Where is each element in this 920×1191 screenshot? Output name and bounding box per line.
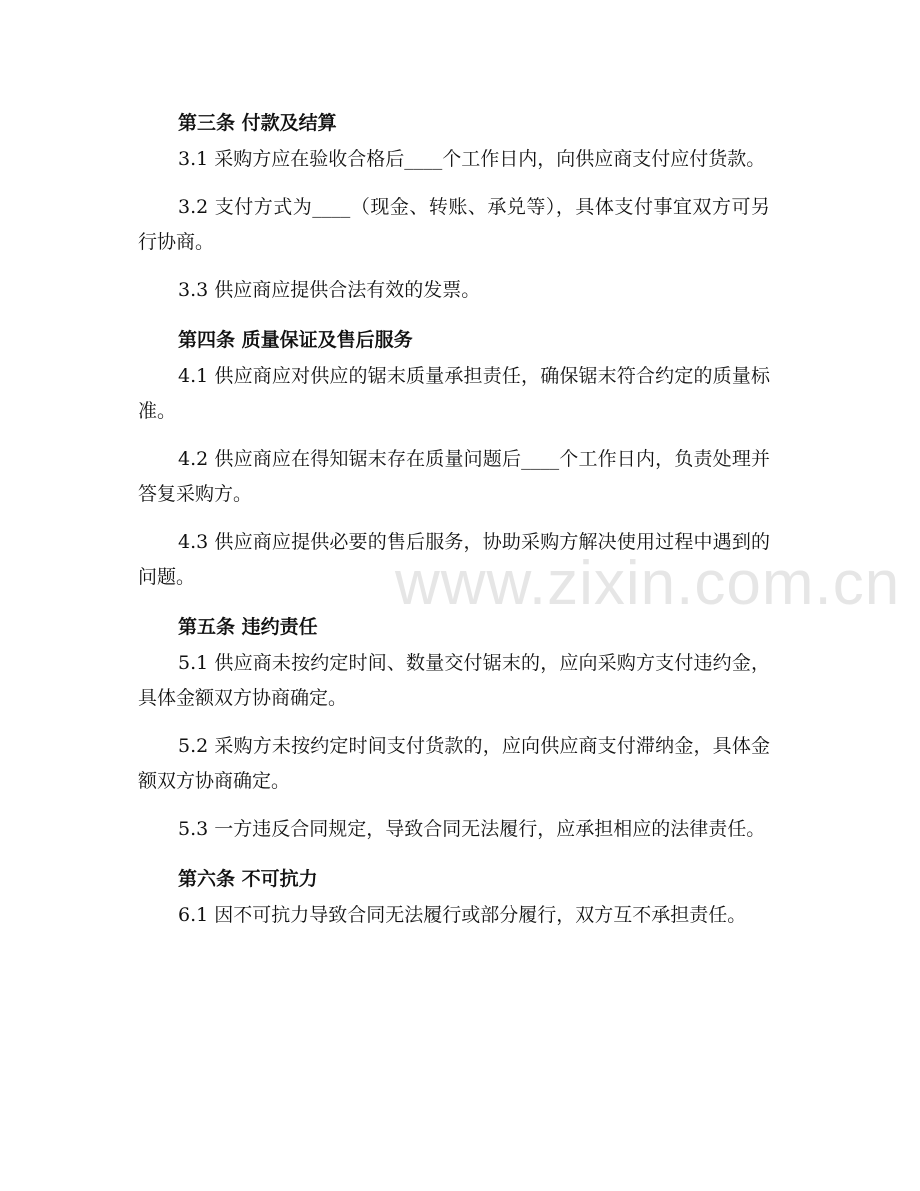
section-title: 第四条 质量保证及售后服务 [178,329,413,351]
section-title: 第六条 不可抗力 [178,868,318,890]
clause-3-3: 3.3 供应商应提供合法有效的发票。 [178,279,481,301]
section-quality-warranty [138,321,770,595]
clause-5-2: 5.2 采购方未按约定时间支付货款的，应向供应商支付滞纳金，具体金额双方协商确定。 [138,735,770,792]
clause-3-1: 3.1 采购方应在验收合格后____个工作日内，向供应商支付应付货款。 [178,148,766,170]
clause-6-1: 6.1 因不可抗力导致合同无法履行或部分履行，双方互不承担责任。 [178,904,747,926]
clause-5-3: 5.3 一方违反合同规定，导致合同无法履行，应承担相应的法律责任。 [178,818,766,840]
document-body [138,104,770,946]
watermark: www.zixin.com.cn [395,549,901,618]
clause-3-2: 3.2 支付方式为____（现金、转账、承兑等），具体支付事宜双方可另行协商。 [138,196,770,253]
clause-5-1: 5.1 供应商未按约定时间、数量交付锯末的，应向采购方支付违约金，具体金额双方协商确定。 [138,652,770,709]
clause-4-1: 4.1 供应商应对供应的锯末质量承担责任，确保锯末符合约定的质量标准。 [138,365,770,422]
clause-4-2: 4.2 供应商应在得知锯末存在质量问题后____个工作日内，负责处理并答复采购方。 [138,448,770,505]
section-payment-settlement [138,104,770,308]
clause-4-3: 4.3 供应商应提供必要的售后服务，协助采购方解决使用过程中遇到的问题。 [138,531,770,588]
section-breach-liability [138,608,770,847]
section-title: 第三条 付款及结算 [178,112,337,134]
section-force-majeure [138,860,770,933]
section-title: 第五条 违约责任 [178,616,318,638]
